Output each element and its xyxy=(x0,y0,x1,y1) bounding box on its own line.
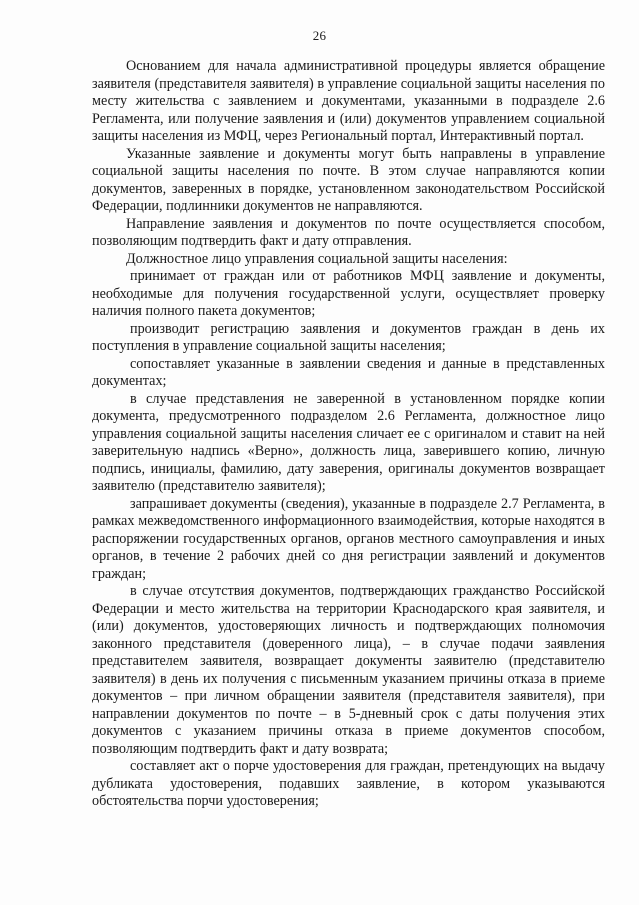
document-body xyxy=(92,58,605,811)
duty-accepts-documents: принимает от граждан или от работников МФЦ заявление и документы, необходимые для получения государственной услуги, осуществляет проверку наличия полного пакета документов; xyxy=(92,268,605,319)
duty-drafts-damage-act: составляет акт о порче удостоверения для граждан, претендующих на выдачу дубликата удостоверения, подавших заявление, в котором указываются обстоятельства порчи удостоверения; xyxy=(92,758,605,809)
duty-requests-documents: запрашивает документы (сведения), указанные в подразделе 2.7 Регламента, в рамках межведомственного информационного взаимодействия, которые находятся в распоряжении государственных органов, органов местного самоуправления и иных органов, в течение 2 рабочих дней со дня регистрации заявлений и документов граждан; xyxy=(92,495,605,582)
paragraph-basis: Основанием для начала административной процедуры является обращение заявителя (представителя заявителя) в управление социальной защиты населения по месту жительства с заявлением и документами, указанными в подразделе 2.6 Регламента, или получение заявления и (или) документов управлением социальной защиты населения из МФЦ, через Региональный портал, Интерактивный портал. xyxy=(92,58,605,144)
duty-registers-documents: производит регистрацию заявления и документов граждан в день их поступления в управление социальной защиты населения; xyxy=(92,320,605,354)
page-number: 26 xyxy=(312,28,327,43)
paragraph-official-duties-intro: Должностное лицо управления социальной защиты населения: xyxy=(126,250,508,267)
duty-compares-data: сопоставляет указанные в заявлении сведения и данные в представленных документах; xyxy=(92,355,605,389)
duty-returns-documents: в случае отсутствия документов, подтверждающих гражданство Российской Федерации и место жительства на территории Краснодарского края заявителя, и (или) документов, удостоверяющих личность и подтверждающих полномочия законного представителя (доверенного лица), – в случае подачи заявления представителем заявителя, возвращает документы заявителю (представителю заявителя) в день их получения с письменным указанием причины отказа в приеме документов – при личном обращении заявителя (представителя заявителя), при направлении документов по почте – в 5-дневный срок с даты получения этих документов с указанием причины отказа в приеме документов способом, позволяющим подтвердить факт и дату возврата; xyxy=(92,583,605,757)
paragraph-mail-submission: Указанные заявление и документы могут быть направлены в управление социальной защиты населения по почте. В этом случае направляются копии документов, заверенных в порядке, установленном законодательством Российской Федерации, подлинники документов не направляются. xyxy=(92,145,605,214)
duty-certifies-copy: в случае представления не заверенной в установленном порядке копии документа, предусмотренного подразделом 2.6 Регламента, должностное лицо управления социальной защиты населения сличает ее с оригиналом и ставит на ней заверительную надпись «Верно», должность лица, заверившего копию, личную подпись, инициалы, фамилию, дату заверения, оригиналы документов возвращает заявителю (представителю заявителя); xyxy=(92,390,605,494)
paragraph-mail-method: Направление заявления и документов по почте осуществляется способом, позволяющим подтвердить факт и дату отправления. xyxy=(92,215,605,249)
